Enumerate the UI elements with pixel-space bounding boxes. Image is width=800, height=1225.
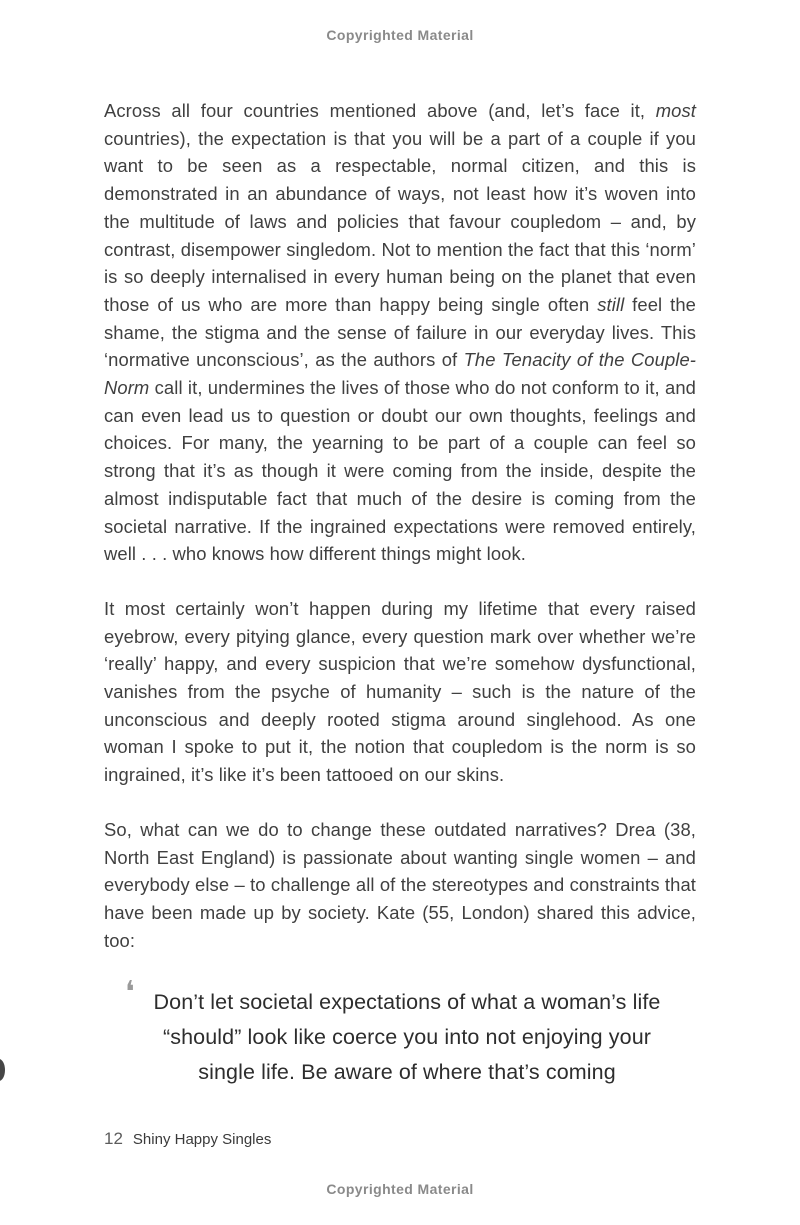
scan-edge-artifact	[0, 1059, 5, 1081]
copyright-watermark-bottom: Copyrighted Material	[326, 1181, 474, 1197]
pull-quote	[125, 975, 670, 1090]
paragraph: So, what can we do to change these outdated narratives? Drea (38, North East England) is passionate about wanting single women – and everybody else – to challenge all of the stereotypes and constraints that have been made up by society. Kate (55, London) shared this advice, too:	[104, 818, 696, 951]
running-footer	[104, 1129, 271, 1149]
book-title: Shiny Happy Singles	[132, 1131, 272, 1148]
paragraph: It most certainly won’t happen during my lifetime that every raised eyebrow, every pitying glance, every question mark over whether we’re ‘really’ happy, and every suspicion that we’re somehow dysfunctional, vanishes from the psyche of humanity – such is the nature of the unconscious and deeply rooted stigma around singlehood. As one woman I spoke to put it, the notion that coupledom is the norm is so ingrained, it’s like it’s been tattooed on our skins.	[104, 597, 696, 786]
pull-quote-text: Don’t let societal expectations of what a woman’s life “should” look like coerce you into not enjoying your single life. Be aware of where that’s coming	[153, 990, 661, 1085]
quote-mark-icon: ❛	[125, 975, 135, 1011]
page-body	[104, 97, 696, 1090]
paragraph: Across all four countries mentioned above (and, let’s face it, most countries), the expectation is that you will be a part of a couple if you want to be seen as a respectable, normal citizen, and this is demonstrated in an abundance of ways, not least how it’s woven into the multitude of laws and policies that favour coupledom – and, by contrast, disempower singledom. Not to mention the fact that this ‘norm’ is so deeply internalised in every human being on the planet that even those of us who are more than happy being single often still feel the shame, the stigma and the sense of failure in our everyday lives. This ‘normative unconscious’, as the authors of The Tenacity of the Couple-Norm call it, undermines the lives of those who do not conform to it, and can even lead us to question or doubt our own thoughts, feelings and choices. For many, the yearning to be part of a couple can feel so strong that it’s as though it were coming from the inside, despite the almost indisputable fact that much of the desire is coming from the societal narrative. If the ingrained expectations were removed entirely, well . . . who knows how different things might look.	[104, 100, 697, 565]
copyright-watermark-top: Copyrighted Material	[326, 27, 474, 43]
page-number: 12	[104, 1129, 123, 1148]
